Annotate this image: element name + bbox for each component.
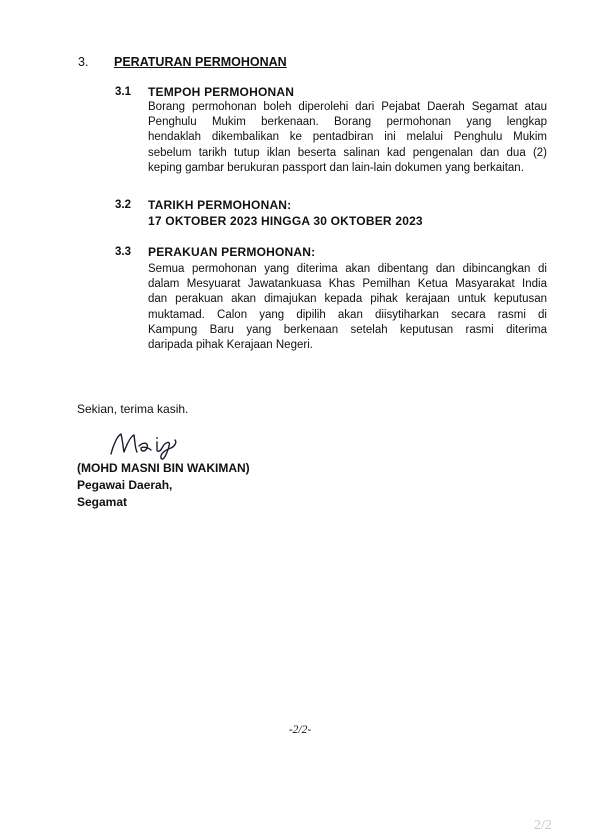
subsection-number-3-2: 3.2 [115,199,131,211]
section-title: PERATURAN PERMOHONAN [114,55,287,69]
subsection-title-3-2: TARIKH PERMOHONAN: [148,198,292,212]
application-date-range: 17 OKTOBER 2023 HINGGA 30 OKTOBER 2023 [148,214,423,228]
signatory-name: (MOHD MASNI BIN WAKIMAN) [77,461,250,475]
body-line: Borang permohonan boleh diperolehi dari Pejabat Daerah Segamat atau [148,101,547,113]
handwritten-signature [105,428,195,464]
subsection-title-3-3: PERAKUAN PERMOHONAN: [148,245,316,259]
subsection-body-3-3 [148,262,547,353]
subsection-title-3-1: TEMPOH PERMOHONAN [148,85,295,99]
body-line: sebelum tarikh tutup iklan beserta salinan kad pengenalan dan dua (2) [148,146,547,159]
body-line: keping gambar berukuran passport dan lain-lain dokumen yang berkaitan. [148,161,524,174]
body-line: Semua permohonan yang diterima akan dibentang dan dibincangkan di [148,263,547,275]
signatory-position: Pegawai Daerah, [77,478,173,492]
subsection-number-3-3: 3.3 [115,246,131,258]
body-line: hendaklah dikembalikan ke pentadbiran ini melalui Penghulu Mukim [148,131,547,144]
subsection-number-3-1: 3.1 [115,86,131,98]
signatory-location: Segamat [77,495,128,509]
closing-text: Sekian, terima kasih. [77,402,189,416]
page-number-footer: -2/2- [288,724,312,736]
signatory-block [77,460,250,511]
body-line: muktamad. Calon yang dipilih akan diisytiharkan secara rasmi di [148,308,547,321]
body-line: Kampung Baru yang berkenaan setelah keputusan rasmi diterima [148,323,547,336]
body-line: dalam Mesyuarat Jawatankuasa Khas Pemilhan Ketua Masyarakat India [148,278,547,291]
subsection-body-3-1 [148,100,547,176]
body-line: dan perakuan akan dimajukan kepada pihak kerajaan untuk keputusan [148,293,547,306]
body-line: Penghulu Mukim berkenaan. Borang permohonan yang lengkap [148,116,547,129]
section-number: 3. [78,55,89,69]
body-line: daripada pihak Kerajaan Negeri. [148,339,313,352]
page-corner-mark: 2/2 [534,818,552,833]
